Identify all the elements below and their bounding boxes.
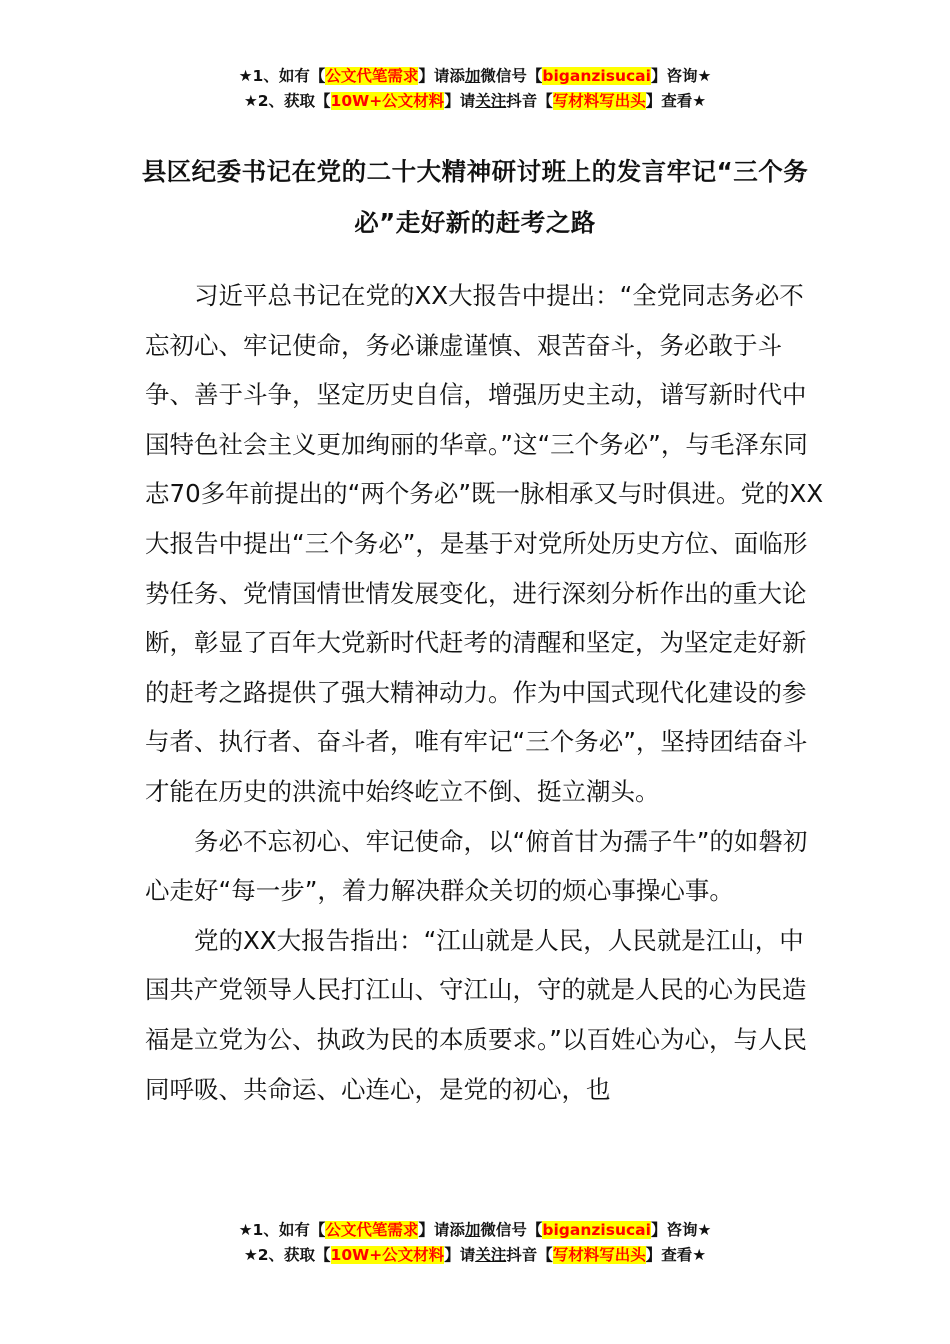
banner-underline: 关注	[475, 1246, 507, 1264]
footer-banner	[0, 1218, 950, 1268]
header-banner	[0, 64, 950, 114]
banner-text: 】请添	[418, 1221, 465, 1239]
banner-underline: 加	[464, 67, 481, 85]
banner-text: ★2、获取【	[243, 92, 331, 110]
paragraph: 习近平总书记在党的XX大报告中提出：“全党同志务必不忘初心、牢记使命，务必谦虚谨慎、艰苦奋斗，务必敢于斗争、善于斗争，坚定历史自信，增强历史主动，谱写新时代中国特色社会主义更加绚丽的华章。”这“三个务必”，与毛泽东同志70多年前提出的“两个务必”既一脉相承又与时俱进。党的XX大报告中提出“三个务必”，是基于对党所处历史方位、面临形势任务、党情国情世情发展变化，进行深刻分析作出的重大论断，彰显了百年大党新时代赶考的清醒和坚定，为坚定走好新的赶考之路提供了强大精神动力。作为中国式现代化建设的参与者、执行者、奋斗者，唯有牢记“三个务必”，坚持团结奋斗才能在历史的洪流中始终屹立不倒、挺立潮头。	[145, 281, 824, 806]
banner-text: 】咨询★	[650, 1221, 712, 1239]
banner-text: 】请	[444, 92, 476, 110]
banner-line-2	[0, 89, 950, 114]
banner-line-2	[0, 1243, 950, 1268]
paragraph: 务必不忘初心、牢记使命，以“俯首甘为孺子牛”的如磐初心走好“每一步”，着力解决群众关切的烦心事操心事。	[145, 826, 808, 906]
banner-text: 微信号【	[480, 67, 543, 85]
banner-highlight: 10W+公文材料	[330, 92, 445, 110]
banner-text: 微信号【	[480, 1221, 543, 1239]
banner-highlight: biganzisucai	[542, 1221, 651, 1239]
banner-line-1	[0, 1218, 950, 1243]
banner-underline: 加	[464, 1221, 481, 1239]
banner-text: 】查看★	[645, 1246, 707, 1264]
paragraph: 党的XX大报告指出：“江山就是人民，人民就是江山，中国共产党领导人民打江山、守江山，守的就是人民的心为民造福是立党为公、执政为民的本质要求。”以百姓心为心，与人民同呼吸、共命运、心连心，是党的初心，也	[145, 925, 807, 1104]
document-title: 县区纪委书记在党的二十大精神研讨班上的发言牢记“三个务必”走好新的赶考之路	[141, 157, 809, 237]
banner-text: ★1、如有【	[238, 67, 326, 85]
banner-text: 】查看★	[645, 92, 707, 110]
banner-text: 】请	[444, 1246, 476, 1264]
banner-highlight: 10W+公文材料	[330, 1246, 445, 1264]
banner-text: 】请添	[418, 67, 465, 85]
banner-underline: 关注	[475, 92, 507, 110]
banner-text: ★2、获取【	[243, 1246, 331, 1264]
banner-text: 】咨询★	[650, 67, 712, 85]
banner-line-1	[0, 64, 950, 89]
document-body	[145, 271, 825, 1114]
banner-text: ★1、如有【	[238, 1221, 326, 1239]
banner-highlight: 公文代笔需求	[325, 1221, 419, 1239]
banner-highlight: biganzisucai	[542, 67, 651, 85]
banner-highlight: 写材料写出头	[552, 1246, 646, 1264]
banner-highlight: 写材料写出头	[552, 92, 646, 110]
banner-highlight: 公文代笔需求	[325, 67, 419, 85]
banner-text: 抖音【	[506, 92, 553, 110]
banner-text: 抖音【	[506, 1246, 553, 1264]
